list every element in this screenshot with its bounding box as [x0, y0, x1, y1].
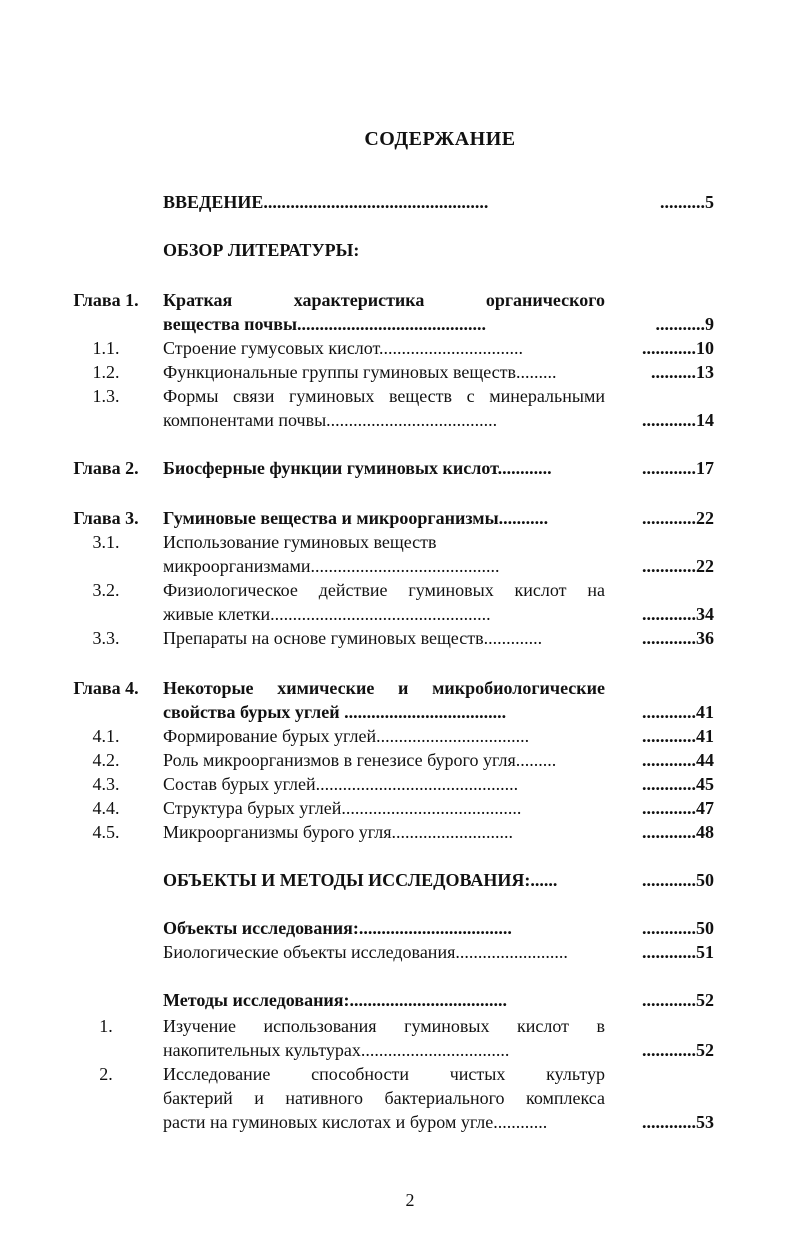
entry-text: Биосферные функции гуминовых кислот............: [163, 458, 552, 478]
entry-text: свойства бурых углей ....................................: [163, 702, 507, 722]
entry-text: микроорганизмами..........................................: [163, 556, 500, 576]
entry-text: Формирование бурых углей..................................: [163, 726, 530, 746]
toc-entry-method-1-cont: [0, 1038, 798, 1062]
entry-text: ОБЗОР ЛИТЕРАТУРЫ:: [163, 240, 360, 260]
entry-label: 1.: [99, 1016, 113, 1036]
entry-text: ВВЕДЕНИЕ..................................................: [163, 192, 489, 212]
entry-page: ............44: [642, 750, 714, 770]
entry-page: ............53: [642, 1112, 714, 1132]
toc-entry-4-3: [0, 772, 798, 796]
toc-entry-4-4: [0, 796, 798, 820]
entry-text: бактерий и нативного бактериального комплекса: [163, 1088, 605, 1108]
entry-text: Некоторые химические и микробиологические: [163, 678, 605, 698]
entry-page: ............22: [642, 556, 714, 576]
entry-page: ............51: [642, 942, 714, 962]
toc-entry-introduction: [0, 190, 798, 214]
toc-entry-3-3: [0, 626, 798, 650]
toc-entry-4-5: [0, 820, 798, 844]
toc-entry-3-1-cont: [0, 554, 798, 578]
entry-text: Краткая характеристика органического: [163, 290, 605, 310]
entry-page: ..........13: [651, 362, 714, 382]
entry-text: Использование гуминовых веществ: [163, 532, 437, 552]
entry-text: Формы связи гуминовых веществ с минеральными: [163, 386, 605, 406]
entry-page: ..........5: [660, 192, 714, 212]
entry-label: 1.1.: [92, 338, 120, 358]
entry-label: 3.3.: [92, 628, 120, 648]
entry-page: ............50: [642, 870, 714, 890]
toc-entry-chapter-4-cont: [0, 700, 798, 724]
toc-entry-3-1: [0, 530, 798, 554]
entry-page: ............17: [642, 458, 714, 478]
entry-label: Глава 4.: [73, 678, 139, 698]
entry-text: Методы исследования:...................................: [163, 990, 508, 1010]
entry-text: вещества почвы..........................................: [163, 314, 486, 334]
entry-text: Объекты исследования:..................................: [163, 918, 512, 938]
toc-entry-chapter-3: [0, 506, 798, 530]
entry-text: Гуминовые вещества и микроорганизмы...........: [163, 508, 549, 528]
entry-page: ............10: [642, 338, 714, 358]
entry-text: Строение гумусовых кислот................................: [163, 338, 524, 358]
toc-entry-research-objects: [0, 916, 798, 940]
entry-label: 3.1.: [92, 532, 120, 552]
toc-entry-chapter-2: [0, 456, 798, 480]
toc-entry-1-2: [0, 360, 798, 384]
toc-entry-method-2-cont2: [0, 1110, 798, 1134]
toc-entry-3-2-cont: [0, 602, 798, 626]
entry-text: Структура бурых углей........................................: [163, 798, 522, 818]
toc-entry-chapter-1: [0, 288, 798, 312]
toc-entry-1-3-cont: [0, 408, 798, 432]
entry-page: ............41: [642, 702, 714, 722]
entry-label: Глава 2.: [73, 458, 139, 478]
entry-page: ............52: [642, 990, 714, 1010]
toc-entry-1-1: [0, 336, 798, 360]
entry-label: 4.5.: [92, 822, 120, 842]
entry-page: ...........9: [655, 314, 714, 334]
entry-label: 4.1.: [92, 726, 120, 746]
entry-label: 3.2.: [92, 580, 120, 600]
toc-entry-4-1: [0, 724, 798, 748]
entry-text: живые клетки.................................................: [163, 604, 491, 624]
entry-label: 4.2.: [92, 750, 120, 770]
entry-text: Исследование способности чистых культур: [163, 1064, 605, 1084]
toc-entry-method-2-cont: [0, 1086, 798, 1110]
toc-entry-4-2: [0, 748, 798, 772]
entry-page: ............41: [642, 726, 714, 746]
entry-text: Микроорганизмы бурого угля...........................: [163, 822, 513, 842]
toc-entry-research-methods: [0, 988, 798, 1012]
entry-page: ............50: [642, 918, 714, 938]
toc-entry-3-2: [0, 578, 798, 602]
entry-page: ............34: [642, 604, 714, 624]
entry-text: компонентами почвы......................................: [163, 410, 498, 430]
entry-text: ОБЪЕКТЫ И МЕТОДЫ ИССЛЕДОВАНИЯ:......: [163, 870, 558, 890]
entry-text: Состав бурых углей.............................................: [163, 774, 519, 794]
entry-label: Глава 3.: [73, 508, 139, 528]
toc-entry-biological-objects: [0, 940, 798, 964]
toc-entry-chapter-1-cont: [0, 312, 798, 336]
entry-page: ............47: [642, 798, 714, 818]
toc-section-objects-methods: [0, 868, 798, 892]
entry-text: Биологические объекты исследования.........................: [163, 942, 568, 962]
entry-page: ............45: [642, 774, 714, 794]
entry-label: 1.2.: [92, 362, 120, 382]
entry-text: Физиологическое действие гуминовых кислот на: [163, 580, 605, 600]
page-title: СОДЕРЖАНИЕ: [364, 128, 516, 150]
entry-text: накопительных культурах.................................: [163, 1040, 510, 1060]
toc-section-literature-review: [0, 238, 798, 262]
entry-page: ............52: [642, 1040, 714, 1060]
entry-text: Препараты на основе гуминовых веществ.............: [163, 628, 543, 648]
toc-entry-method-1: [0, 1014, 798, 1038]
entry-label: 2.: [99, 1064, 113, 1084]
page-number: 2: [405, 1190, 415, 1210]
toc-entry-1-3: [0, 384, 798, 408]
entry-label: Глава 1.: [73, 290, 139, 310]
toc-entry-chapter-4: [0, 676, 798, 700]
entry-page: ............14: [642, 410, 714, 430]
entry-text: Роль микроорганизмов в генезисе бурого угля.........: [163, 750, 557, 770]
toc-entry-method-2: [0, 1062, 798, 1086]
entry-text: Изучение использования гуминовых кислот в: [163, 1016, 605, 1036]
entry-text: Функциональные группы гуминовых веществ.........: [163, 362, 557, 382]
entry-page: ............36: [642, 628, 714, 648]
entry-text: расти на гуминовых кислотах и буром угле............: [163, 1112, 548, 1132]
entry-label: 4.3.: [92, 774, 120, 794]
entry-label: 1.3.: [92, 386, 120, 406]
entry-label: 4.4.: [92, 798, 120, 818]
entry-page: ............48: [642, 822, 714, 842]
entry-page: ............22: [642, 508, 714, 528]
